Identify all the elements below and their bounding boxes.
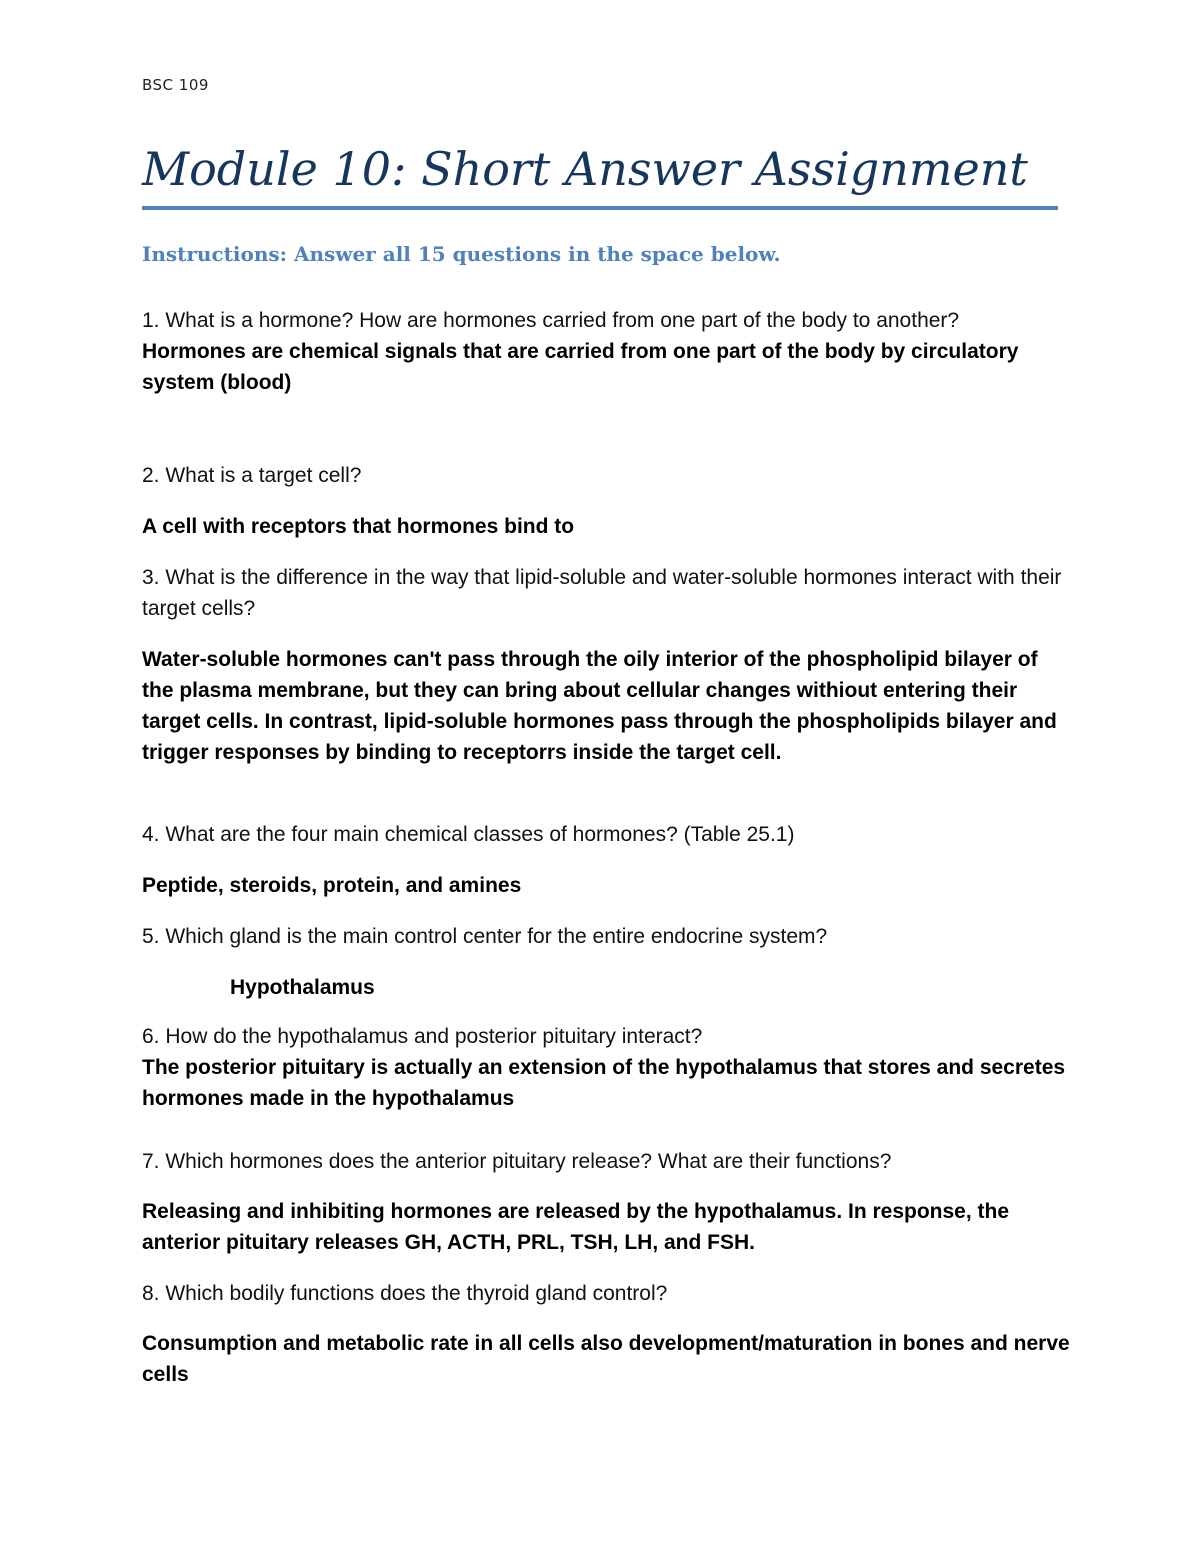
- instructions: Instructions: Answer all 15 questions in the space below.: [142, 242, 781, 266]
- question-3: 3. What is the difference in the way that lipid-soluble and water-soluble hormones interact with their target cells?: [142, 566, 1062, 620]
- answer-1: Hormones are chemical signals that are carried from one part of the body by circulatory system (blood): [142, 340, 1019, 394]
- qa-item-4-answer: [142, 870, 1072, 901]
- qa-item-8: [142, 1278, 1072, 1309]
- question-4: 4. What are the four main chemical classes of hormones? (Table 25.1): [142, 823, 795, 846]
- qa-item-2: [142, 460, 1072, 491]
- question-6: 6. How do the hypothalamus and posterior pituitary interact?: [142, 1025, 703, 1048]
- question-7: 7. Which hormones does the anterior pituitary release? What are their functions?: [142, 1150, 892, 1173]
- answer-5: Hypothalamus: [230, 976, 375, 999]
- qa-item-3: [142, 562, 1072, 624]
- qa-item-4: [142, 819, 1072, 850]
- qa-item-3-answer: [142, 644, 1072, 768]
- qa-item-7-answer: [142, 1196, 1072, 1258]
- qa-item-8-answer: [142, 1328, 1072, 1390]
- answer-7: Releasing and inhibiting hormones are released by the hypothalamus. In response, the anterior pituitary releases GH, ACTH, PRL, TSH, LH, and FSH.: [142, 1200, 1010, 1254]
- qa-item-6: [142, 1021, 1072, 1114]
- document-title: Module 10: Short Answer Assignment: [142, 142, 1028, 196]
- qa-item-5-answer: [142, 972, 1160, 1003]
- question-1: 1. What is a hormone? How are hormones carried from one part of the body to another?: [142, 309, 960, 332]
- title-underline: [142, 206, 1058, 210]
- answer-8: Consumption and metabolic rate in all cells also development/maturation in bones and nerve cells: [142, 1332, 1070, 1386]
- answer-4: Peptide, steroids, protein, and amines: [142, 874, 522, 897]
- qa-item-5: [142, 921, 1072, 952]
- answer-3: Water-soluble hormones can't pass through the oily interior of the phospholipid bilayer of the plasma membrane, but they can bring about cellular changes withiout entering their target cells. In contrast, lipid-soluble hormones pass through the phospholipids bilayer and trigger responses by binding to receptorrs inside the target cell.: [142, 648, 1057, 764]
- answer-2: A cell with receptors that hormones bind to: [142, 515, 575, 538]
- qa-item-1: [142, 305, 1072, 398]
- question-2: 2. What is a target cell?: [142, 464, 362, 487]
- qa-item-7: [142, 1146, 1072, 1177]
- question-8: 8. Which bodily functions does the thyroid gland control?: [142, 1282, 668, 1305]
- qa-item-2-answer: [142, 511, 1072, 542]
- course-code: BSC 109: [142, 76, 209, 94]
- question-5: 5. Which gland is the main control center for the entire endocrine system?: [142, 925, 828, 948]
- answer-6: The posterior pituitary is actually an extension of the hypothalamus that stores and secretes hormones made in the hypothalamus: [142, 1056, 1066, 1110]
